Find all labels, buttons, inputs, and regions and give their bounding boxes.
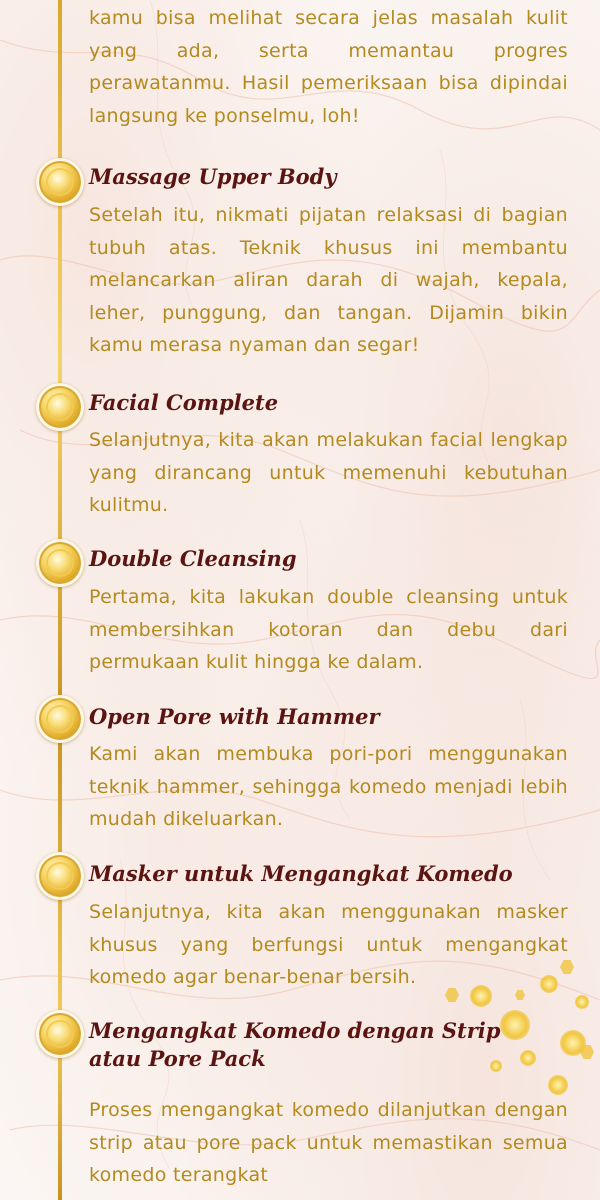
step-title-facial-complete: Facial Complete [89, 390, 279, 415]
step-body-open-pore-with-hammer: Kami akan membuka pori-pori menggunakan teknik hammer, sehingga komedo menjadi lebih mudah dikeluarkan. [89, 743, 568, 831]
step-body-masker-komedo: Selanjutnya, kita akan menggunakan masker khusus yang berfungsi untuk mengangkat komedo agar benar-benar bersih. [89, 901, 568, 989]
step-title-strip-pore-pack-line1: Mengangkat Komedo dengan Strip [89, 1018, 501, 1043]
gold-circle-bullet-icon [36, 852, 84, 900]
step-title-massage-upper-body: Massage Upper Body [89, 164, 337, 189]
gold-circle-bullet-icon [36, 383, 84, 431]
step-body-facial-complete: Selanjutnya, kita akan melakukan facial lengkap yang dirancang untuk memenuhi kebutuhan kulitmu. [89, 429, 568, 517]
step-title-strip-pore-pack-line2: atau Pore Pack [89, 1046, 266, 1071]
step-title-masker-komedo: Masker untuk Mengangkat Komedo [89, 861, 513, 886]
gold-circle-bullet-icon [36, 539, 84, 587]
step-body-massage-upper-body: Setelah itu, nikmati pijatan relaksasi di bagian tubuh atas. Teknik khusus ini membantu melancarkan aliran darah di wajah, kepala, leher, punggung, dan tangan. Dijamin bikin kamu merasa nyaman dan segar! [89, 204, 568, 357]
intro-paragraph: kamu bisa melihat secara jelas masalah kulit yang ada, serta memantau progres perawatanmu. Hasil pemeriksaan bisa dipindai langsung ke ponselmu, loh! [89, 7, 568, 127]
step-title-double-cleansing: Double Cleansing [89, 546, 297, 571]
step-title-open-pore-with-hammer: Open Pore with Hammer [89, 704, 380, 729]
step-body-strip-pore-pack: Proses mengangkat komedo dilanjutkan dengan strip atau pore pack untuk memastikan semua komedo terangkat [89, 1099, 568, 1187]
gold-circle-bullet-icon [36, 158, 84, 206]
gold-circle-bullet-icon [36, 1010, 84, 1058]
step-body-double-cleansing: Pertama, kita lakukan double cleansing untuk membersihkan kotoran dan debu dari permukaan kulit hingga ke dalam. [89, 586, 568, 674]
gold-circle-bullet-icon [36, 695, 84, 743]
